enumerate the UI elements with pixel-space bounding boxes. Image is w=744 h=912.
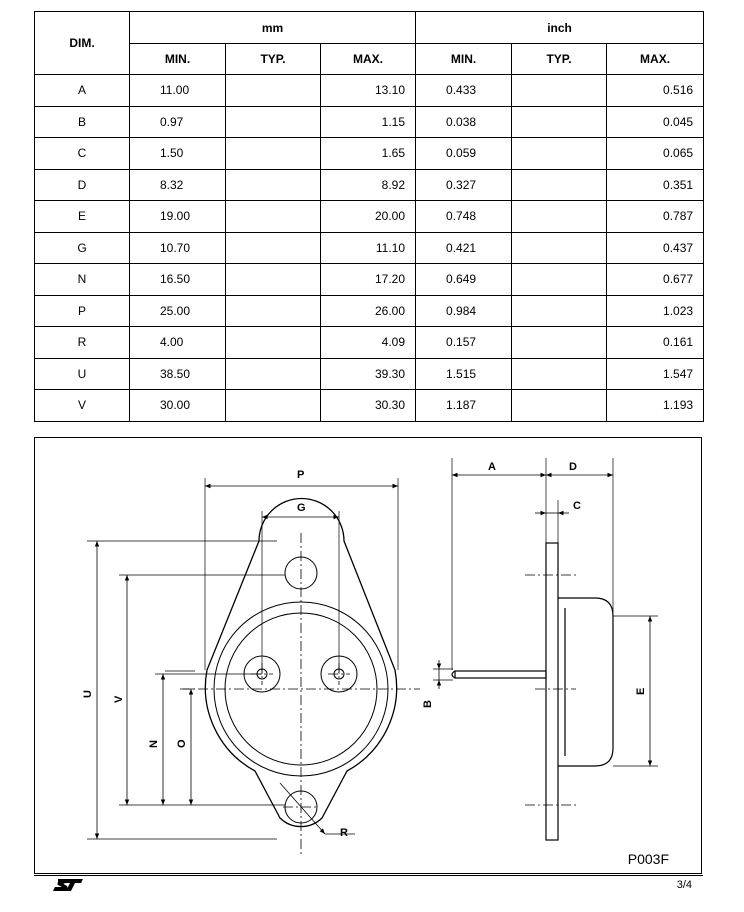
mm-min-cell: 1.50 bbox=[130, 138, 226, 170]
mm-min-cell: 11.00 bbox=[130, 75, 226, 107]
mm-max-cell: 13.10 bbox=[321, 75, 416, 107]
header-inch-min: MIN. bbox=[416, 44, 512, 75]
inch-typ-cell bbox=[512, 390, 607, 422]
inch-max-cell: 0.161 bbox=[607, 327, 704, 359]
mm-min-cell: 38.50 bbox=[130, 358, 226, 390]
inch-max-cell: 1.193 bbox=[607, 390, 704, 422]
mm-typ-cell bbox=[226, 358, 321, 390]
inch-min-cell: 0.649 bbox=[416, 264, 512, 296]
mm-min-cell: 19.00 bbox=[130, 201, 226, 233]
st-logo-icon bbox=[52, 878, 84, 897]
header-inch-max: MAX. bbox=[607, 44, 704, 75]
table-row bbox=[35, 75, 704, 107]
mm-min-cell: 10.70 bbox=[130, 232, 226, 264]
inch-max-cell: 0.787 bbox=[607, 201, 704, 233]
inch-min-cell: 0.748 bbox=[416, 201, 512, 233]
to3-outline-svg bbox=[35, 438, 703, 875]
table-row bbox=[35, 327, 704, 359]
label-o: O bbox=[176, 739, 188, 748]
label-a: A bbox=[488, 461, 496, 473]
label-n: N bbox=[148, 740, 160, 748]
mm-max-cell: 30.30 bbox=[321, 390, 416, 422]
mm-max-cell: 20.00 bbox=[321, 201, 416, 233]
table-row bbox=[35, 390, 704, 422]
table-row bbox=[35, 138, 704, 170]
mm-min-cell: 30.00 bbox=[130, 390, 226, 422]
dim-cell: P bbox=[35, 295, 130, 327]
inch-max-cell: 0.045 bbox=[607, 106, 704, 138]
dim-cell: G bbox=[35, 232, 130, 264]
inch-typ-cell bbox=[512, 327, 607, 359]
mm-min-cell: 8.32 bbox=[130, 169, 226, 201]
table-row bbox=[35, 264, 704, 296]
mm-typ-cell bbox=[226, 201, 321, 233]
header-mm-max: MAX. bbox=[321, 44, 416, 75]
inch-min-cell: 0.157 bbox=[416, 327, 512, 359]
mm-max-cell: 1.65 bbox=[321, 138, 416, 170]
inch-max-cell: 0.351 bbox=[607, 169, 704, 201]
side-view bbox=[452, 543, 613, 840]
label-c: C bbox=[573, 500, 581, 512]
mm-min-cell: 4.00 bbox=[130, 327, 226, 359]
inch-typ-cell bbox=[512, 264, 607, 296]
mm-typ-cell bbox=[226, 295, 321, 327]
inch-min-cell: 0.421 bbox=[416, 232, 512, 264]
inch-typ-cell bbox=[512, 169, 607, 201]
dim-cell: V bbox=[35, 390, 130, 422]
dimensions-table bbox=[34, 11, 704, 422]
mm-max-cell: 39.30 bbox=[321, 358, 416, 390]
inch-min-cell: 0.059 bbox=[416, 138, 512, 170]
inch-max-cell: 0.437 bbox=[607, 232, 704, 264]
header-mm-typ: TYP. bbox=[226, 44, 321, 75]
dim-cell: N bbox=[35, 264, 130, 296]
inch-typ-cell bbox=[512, 201, 607, 233]
dim-cell: U bbox=[35, 358, 130, 390]
label-p: P bbox=[297, 469, 305, 481]
inch-min-cell: 0.984 bbox=[416, 295, 512, 327]
mm-max-cell: 8.92 bbox=[321, 169, 416, 201]
dim-cell: A bbox=[35, 75, 130, 107]
mm-max-cell: 1.15 bbox=[321, 106, 416, 138]
footer-rule bbox=[34, 875, 703, 876]
mm-typ-cell bbox=[226, 390, 321, 422]
inch-typ-cell bbox=[512, 295, 607, 327]
label-b: B bbox=[422, 700, 434, 708]
mm-typ-cell bbox=[226, 75, 321, 107]
label-e: E bbox=[635, 687, 647, 695]
inch-max-cell: 0.516 bbox=[607, 75, 704, 107]
inch-max-cell: 0.677 bbox=[607, 264, 704, 296]
inch-typ-cell bbox=[512, 106, 607, 138]
mm-typ-cell bbox=[226, 138, 321, 170]
inch-min-cell: 1.187 bbox=[416, 390, 512, 422]
mm-max-cell: 17.20 bbox=[321, 264, 416, 296]
dim-cell: R bbox=[35, 327, 130, 359]
mm-max-cell: 4.09 bbox=[321, 327, 416, 359]
inch-typ-cell bbox=[512, 232, 607, 264]
mm-min-cell: 0.97 bbox=[130, 106, 226, 138]
inch-typ-cell bbox=[512, 358, 607, 390]
page-number: 3/4 bbox=[676, 879, 692, 891]
inch-min-cell: 0.038 bbox=[416, 106, 512, 138]
dim-cell: B bbox=[35, 106, 130, 138]
mm-typ-cell bbox=[226, 106, 321, 138]
label-g: G bbox=[297, 502, 306, 514]
table-row bbox=[35, 358, 704, 390]
label-d: D bbox=[569, 461, 577, 473]
dim-cell: D bbox=[35, 169, 130, 201]
header-mm: mm bbox=[130, 12, 416, 44]
dim-cell: C bbox=[35, 138, 130, 170]
drawing-code: P003F bbox=[627, 851, 669, 867]
header-dim: DIM. bbox=[35, 12, 130, 75]
inch-min-cell: 0.433 bbox=[416, 75, 512, 107]
mm-min-cell: 16.50 bbox=[130, 264, 226, 296]
mm-typ-cell bbox=[226, 264, 321, 296]
mm-max-cell: 26.00 bbox=[321, 295, 416, 327]
header-mm-min: MIN. bbox=[130, 44, 226, 75]
inch-min-cell: 1.515 bbox=[416, 358, 512, 390]
header-inch-typ: TYP. bbox=[512, 44, 607, 75]
label-v: V bbox=[113, 695, 125, 703]
inch-max-cell: 1.547 bbox=[607, 358, 704, 390]
table-row bbox=[35, 232, 704, 264]
table-row bbox=[35, 169, 704, 201]
inch-typ-cell bbox=[512, 138, 607, 170]
inch-min-cell: 0.327 bbox=[416, 169, 512, 201]
header-inch: inch bbox=[416, 12, 704, 44]
table-row bbox=[35, 106, 704, 138]
label-r: R bbox=[340, 827, 348, 839]
dim-cell: E bbox=[35, 201, 130, 233]
table-row bbox=[35, 295, 704, 327]
inch-max-cell: 0.065 bbox=[607, 138, 704, 170]
mm-min-cell: 25.00 bbox=[130, 295, 226, 327]
mm-typ-cell bbox=[226, 327, 321, 359]
mm-max-cell: 11.10 bbox=[321, 232, 416, 264]
inch-max-cell: 1.023 bbox=[607, 295, 704, 327]
inch-typ-cell bbox=[512, 75, 607, 107]
mm-typ-cell bbox=[226, 232, 321, 264]
label-u: U bbox=[82, 690, 94, 698]
table-row bbox=[35, 201, 704, 233]
package-drawing bbox=[34, 437, 702, 874]
mm-typ-cell bbox=[226, 169, 321, 201]
